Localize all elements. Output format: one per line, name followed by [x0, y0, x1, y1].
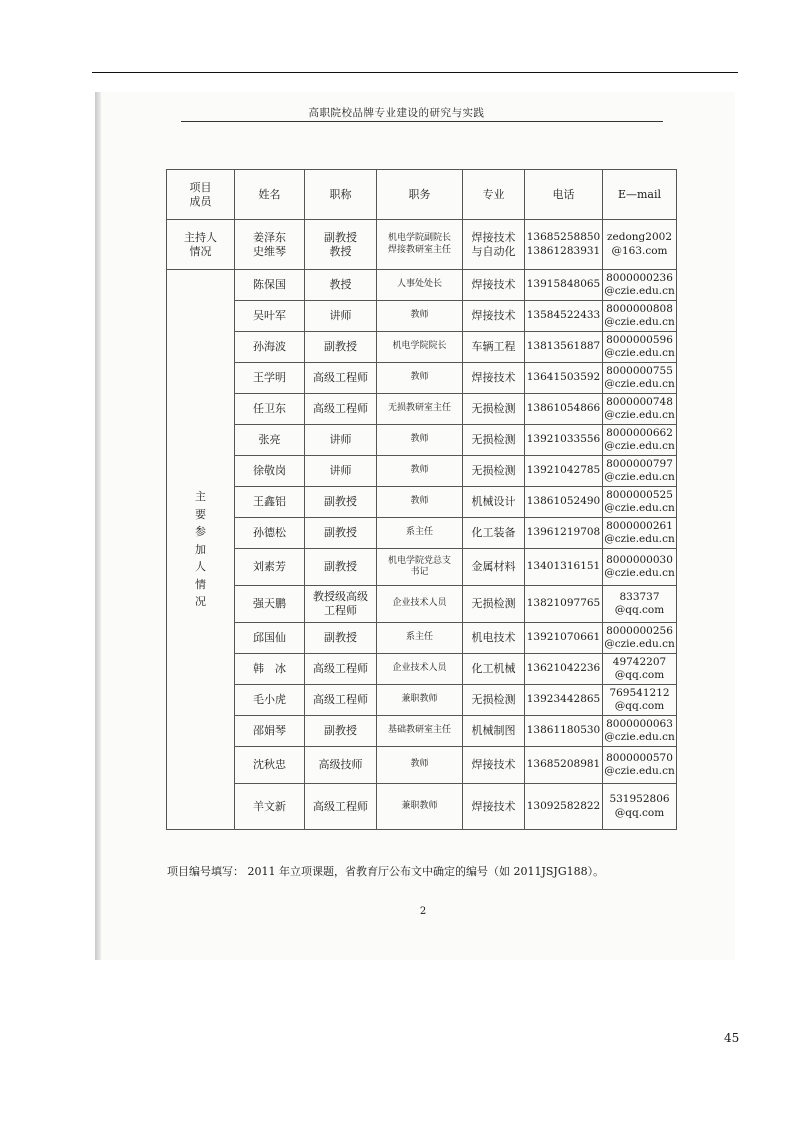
member-major: 机械设计 [463, 487, 525, 518]
member-name: 刘素芳 [235, 549, 305, 586]
scan-edge [95, 92, 101, 960]
member-title: 教授 [305, 270, 377, 301]
member-title: 副教授 [305, 716, 377, 747]
host-title: 副教授 教授 [305, 220, 377, 270]
table-row [167, 332, 677, 363]
col-header-major: 专业 [463, 170, 525, 220]
member-email: 8000000755 @czie.edu.cn [603, 363, 677, 394]
table-row [167, 586, 677, 623]
member-email: 8000000525 @czie.edu.cn [603, 487, 677, 518]
member-major: 无损检测 [463, 586, 525, 623]
member-name: 孙德松 [235, 518, 305, 549]
table-row [167, 518, 677, 549]
host-name: 姜泽东 史维琴 [235, 220, 305, 270]
table-row [167, 685, 677, 716]
member-position: 机电学院党总支 书记 [377, 549, 463, 586]
table-row [167, 487, 677, 518]
table-row [167, 784, 677, 830]
members-group-label: 主 要 参 加 人 情 况 [167, 270, 235, 830]
table-header-row [167, 170, 677, 220]
member-title: 副教授 [305, 332, 377, 363]
inner-page-number: 2 [419, 906, 427, 917]
table-row [167, 654, 677, 685]
member-phone: 13961219708 [525, 518, 603, 549]
member-email: 8000000662 @czie.edu.cn [603, 425, 677, 456]
member-email: 8000000236 @czie.edu.cn [603, 270, 677, 301]
member-position: 教师 [377, 747, 463, 784]
member-email: 8000000596 @czie.edu.cn [603, 332, 677, 363]
member-phone: 13584522433 [525, 301, 603, 332]
member-phone: 13921033556 [525, 425, 603, 456]
member-major: 机械制图 [463, 716, 525, 747]
member-major: 车辆工程 [463, 332, 525, 363]
table-row [167, 716, 677, 747]
member-position: 兼职教师 [377, 685, 463, 716]
member-position: 系主任 [377, 623, 463, 654]
member-major: 焊接技术 [463, 301, 525, 332]
member-title: 教授级高级 工程师 [305, 586, 377, 623]
top-rule [92, 72, 738, 73]
table-row [167, 394, 677, 425]
member-title: 副教授 [305, 518, 377, 549]
member-name: 沈秋忠 [235, 747, 305, 784]
col-header-name: 姓名 [235, 170, 305, 220]
member-position: 教师 [377, 425, 463, 456]
header-rule [181, 121, 663, 122]
member-title: 讲师 [305, 425, 377, 456]
host-position: 机电学院副院长 焊接教研室主任 [377, 220, 463, 270]
member-phone: 13921070661 [525, 623, 603, 654]
footnote: 项目编号填写： 2011 年立项课题，省教育厅公布文中确定的编号（如 2011JSJG188）。 [167, 865, 605, 878]
table-row [167, 747, 677, 784]
member-email: 8000000063 @czie.edu.cn [603, 716, 677, 747]
member-major: 无损检测 [463, 456, 525, 487]
member-email: 8000000808 @czie.edu.cn [603, 301, 677, 332]
member-major: 焊接技术 [463, 363, 525, 394]
member-name: 毛小虎 [235, 685, 305, 716]
member-phone: 13621042236 [525, 654, 603, 685]
member-title: 高级工程师 [305, 363, 377, 394]
member-major: 焊接技术 [463, 784, 525, 830]
host-major: 焊接技术 与自动化 [463, 220, 525, 270]
member-position: 系主任 [377, 518, 463, 549]
table-row [167, 623, 677, 654]
member-major: 焊接技术 [463, 270, 525, 301]
member-title: 讲师 [305, 301, 377, 332]
page-number: 45 [724, 1031, 740, 1045]
member-phone: 13861054866 [525, 394, 603, 425]
table-row [167, 425, 677, 456]
member-title: 副教授 [305, 487, 377, 518]
member-name: 孙海波 [235, 332, 305, 363]
host-group-label: 主持人 情况 [167, 220, 235, 270]
member-name: 任卫东 [235, 394, 305, 425]
member-phone: 13092582822 [525, 784, 603, 830]
member-title: 高级工程师 [305, 394, 377, 425]
member-email: 8000000256 @czie.edu.cn [603, 623, 677, 654]
member-email: 769541212 @qq.com [603, 685, 677, 716]
member-phone: 13685208981 [525, 747, 603, 784]
member-name: 陈保国 [235, 270, 305, 301]
member-position: 教师 [377, 301, 463, 332]
member-phone: 13915848065 [525, 270, 603, 301]
member-name: 邵娟琴 [235, 716, 305, 747]
member-title: 高级技师 [305, 747, 377, 784]
member-email: 49742207 @qq.com [603, 654, 677, 685]
table-row [167, 301, 677, 332]
member-email: 8000000748 @czie.edu.cn [603, 394, 677, 425]
member-email: 8000000261 @czie.edu.cn [603, 518, 677, 549]
member-major: 金属材料 [463, 549, 525, 586]
member-name: 吴叶军 [235, 301, 305, 332]
col-header-group [167, 170, 235, 220]
host-row [167, 220, 677, 270]
member-title: 副教授 [305, 623, 377, 654]
member-title: 讲师 [305, 456, 377, 487]
member-major: 无损检测 [463, 425, 525, 456]
member-major: 化工机械 [463, 654, 525, 685]
member-name: 邱国仙 [235, 623, 305, 654]
member-email: 531952806 @qq.com [603, 784, 677, 830]
member-position: 基础教研室主任 [377, 716, 463, 747]
member-phone: 13813561887 [525, 332, 603, 363]
member-position: 兼职教师 [377, 784, 463, 830]
host-phone: 13685258850 13861283931 [525, 220, 603, 270]
col-header-title: 职称 [305, 170, 377, 220]
member-name: 徐敬岗 [235, 456, 305, 487]
member-position: 企业技术人员 [377, 586, 463, 623]
member-name: 王学明 [235, 363, 305, 394]
member-title: 高级工程师 [305, 685, 377, 716]
member-major: 无损检测 [463, 394, 525, 425]
col-header-phone: 电话 [525, 170, 603, 220]
member-major: 焊接技术 [463, 747, 525, 784]
member-position: 教师 [377, 487, 463, 518]
member-position: 无损教研室主任 [377, 394, 463, 425]
member-name: 韩 冰 [235, 654, 305, 685]
table-row [167, 363, 677, 394]
member-position: 人事处处长 [377, 270, 463, 301]
member-position: 企业技术人员 [377, 654, 463, 685]
col-header-position: 职务 [377, 170, 463, 220]
member-title: 副教授 [305, 549, 377, 586]
member-phone: 13861052490 [525, 487, 603, 518]
host-email: zedong2002 @163.com [603, 220, 677, 270]
member-position: 教师 [377, 456, 463, 487]
member-phone: 13641503592 [525, 363, 603, 394]
member-phone: 13921042785 [525, 456, 603, 487]
member-table [166, 169, 677, 830]
table-row [167, 270, 677, 301]
member-name: 强天鹏 [235, 586, 305, 623]
member-phone: 13401316151 [525, 549, 603, 586]
member-major: 机电技术 [463, 623, 525, 654]
member-phone: 13821097765 [525, 586, 603, 623]
running-header: 高职院校品牌专业建设的研究与实践 [308, 107, 485, 119]
member-major: 无损检测 [463, 685, 525, 716]
member-phone: 13861180530 [525, 716, 603, 747]
member-email: 8000000797 @czie.edu.cn [603, 456, 677, 487]
member-title: 高级工程师 [305, 654, 377, 685]
member-name: 张亮 [235, 425, 305, 456]
member-email: 8000000570 @czie.edu.cn [603, 747, 677, 784]
member-email: 8000000030 @czie.edu.cn [603, 549, 677, 586]
member-email: 833737 @qq.com [603, 586, 677, 623]
member-name: 王鑫铝 [235, 487, 305, 518]
col-header-email: E—mail [603, 170, 677, 220]
member-name: 羊文新 [235, 784, 305, 830]
member-major: 化工装备 [463, 518, 525, 549]
col-header-group-text: 项目 成员 [189, 180, 212, 208]
member-title: 高级工程师 [305, 784, 377, 830]
table-row [167, 549, 677, 586]
table-row [167, 456, 677, 487]
member-position: 机电学院院长 [377, 332, 463, 363]
member-phone: 13923442865 [525, 685, 603, 716]
member-position: 教师 [377, 363, 463, 394]
